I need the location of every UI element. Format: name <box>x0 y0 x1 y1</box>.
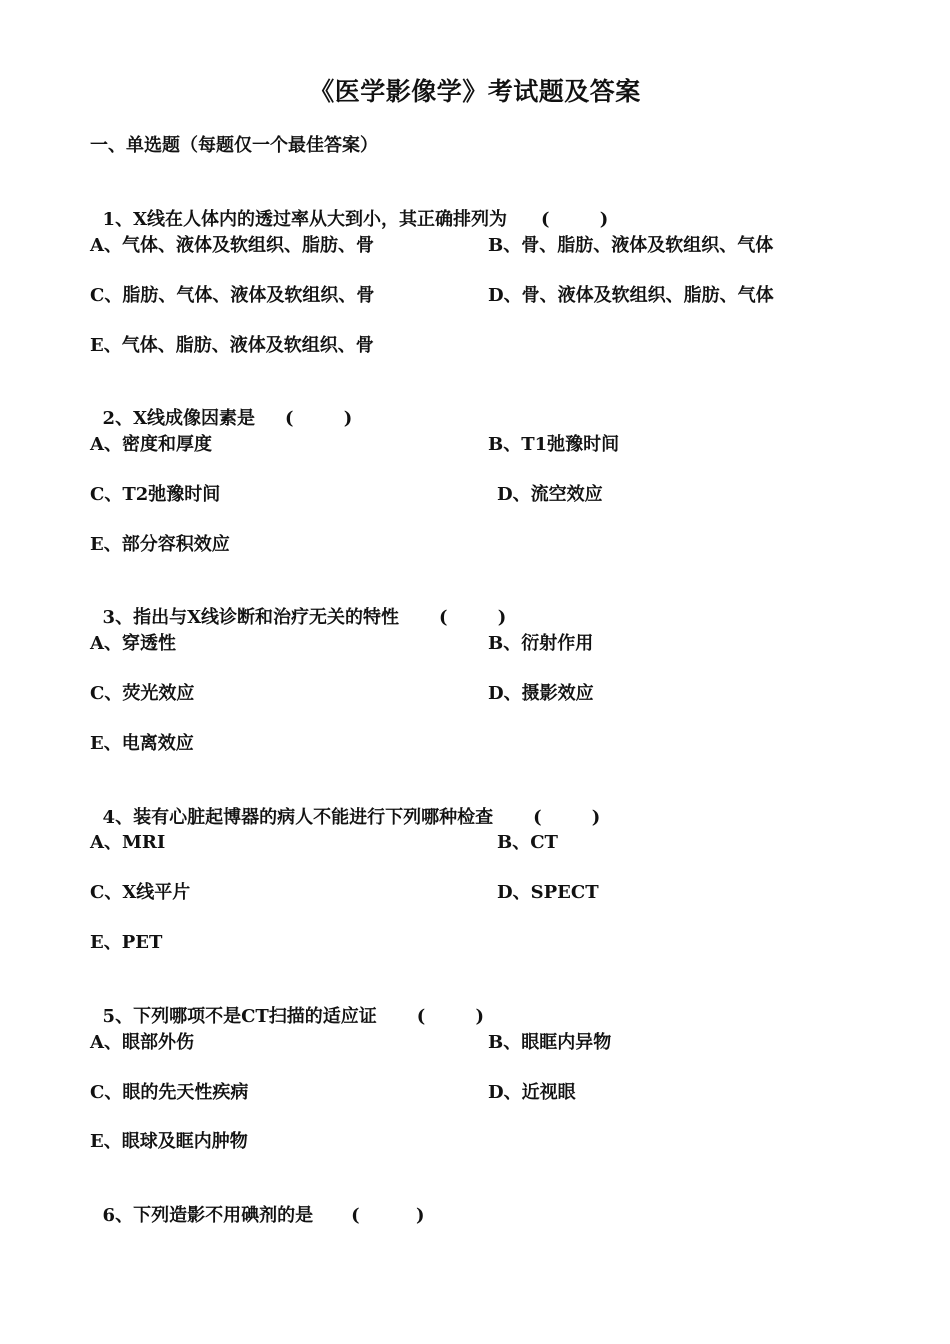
answer-blank: ( ) <box>351 1205 425 1226</box>
question-5-option-c: C、眼的先天性疾病 <box>90 1082 249 1103</box>
question-4-option-a: A、MRI <box>90 832 166 853</box>
question-2-option-c: C、T2弛豫时间 <box>90 484 221 505</box>
question-4-stem: 4、装有心脏起博器的病人不能进行下列哪种检查 <box>102 807 494 828</box>
answer-blank: ( ) <box>416 1006 484 1027</box>
question-5-option-b: B、眼眶内异物 <box>488 1032 612 1053</box>
question-3-option-c: C、荧光效应 <box>90 683 195 704</box>
question-1-option-e: E、气体、脂肪、液体及软组织、骨 <box>90 335 374 356</box>
question-3-stem: 3、指出与X线诊断和治疗无关的特性 <box>102 607 400 628</box>
answer-blank: ( ) <box>541 209 609 230</box>
question-1-option-d: D、骨、液体及软组织、脂肪、气体 <box>488 285 774 306</box>
question-2 <box>90 383 352 431</box>
question-5-option-d: D、近视眼 <box>488 1082 576 1103</box>
question-2-option-e: E、部分容积效应 <box>90 534 230 555</box>
question-5-option-e: E、眼球及眶内肿物 <box>90 1131 248 1152</box>
question-1 <box>90 184 608 232</box>
question-3-option-d: D、摄影效应 <box>488 683 594 704</box>
question-3-option-e: E、电离效应 <box>90 733 194 754</box>
question-3-option-b: B、衍射作用 <box>488 633 594 654</box>
question-4 <box>90 782 600 830</box>
question-1-option-c: C、脂肪、气体、液体及软组织、骨 <box>90 285 375 306</box>
question-4-option-b: B、CT <box>497 832 558 853</box>
question-1-stem: 1、X线在人体内的透过率从大到小，其正确排列为 <box>102 209 508 230</box>
question-5-option-a: A、眼部外伤 <box>90 1032 194 1053</box>
answer-blank: ( ) <box>533 807 601 828</box>
answer-blank: ( ) <box>439 607 507 628</box>
question-2-option-d: D、流空效应 <box>497 484 603 505</box>
question-1-option-b: B、骨、脂肪、液体及软组织、气体 <box>488 235 774 256</box>
question-2-option-b: B、T1弛豫时间 <box>488 434 620 455</box>
question-4-option-e: E、PET <box>90 932 163 953</box>
section-heading: 一、单选题（每题仅一个最佳答案） <box>90 135 378 156</box>
question-4-option-d: D、SPECT <box>497 882 599 903</box>
question-3 <box>90 582 506 630</box>
question-2-option-a: A、密度和厚度 <box>90 434 212 455</box>
question-2-stem: 2、X线成像因素是 <box>102 408 256 429</box>
document-title: 《医学影像学》考试题及答案 <box>309 77 641 106</box>
answer-blank: ( ) <box>285 408 353 429</box>
question-6-stem: 6、下列造影不用碘剂的是 <box>102 1205 314 1226</box>
question-5-stem: 5、下列哪项不是CT扫描的适应证 <box>102 1006 377 1027</box>
question-3-option-a: A、穿透性 <box>90 633 176 654</box>
question-6 <box>90 1180 425 1228</box>
question-4-option-c: C、X线平片 <box>90 882 191 903</box>
question-1-option-a: A、气体、液体及软组织、脂肪、骨 <box>90 235 374 256</box>
question-5 <box>90 981 484 1029</box>
